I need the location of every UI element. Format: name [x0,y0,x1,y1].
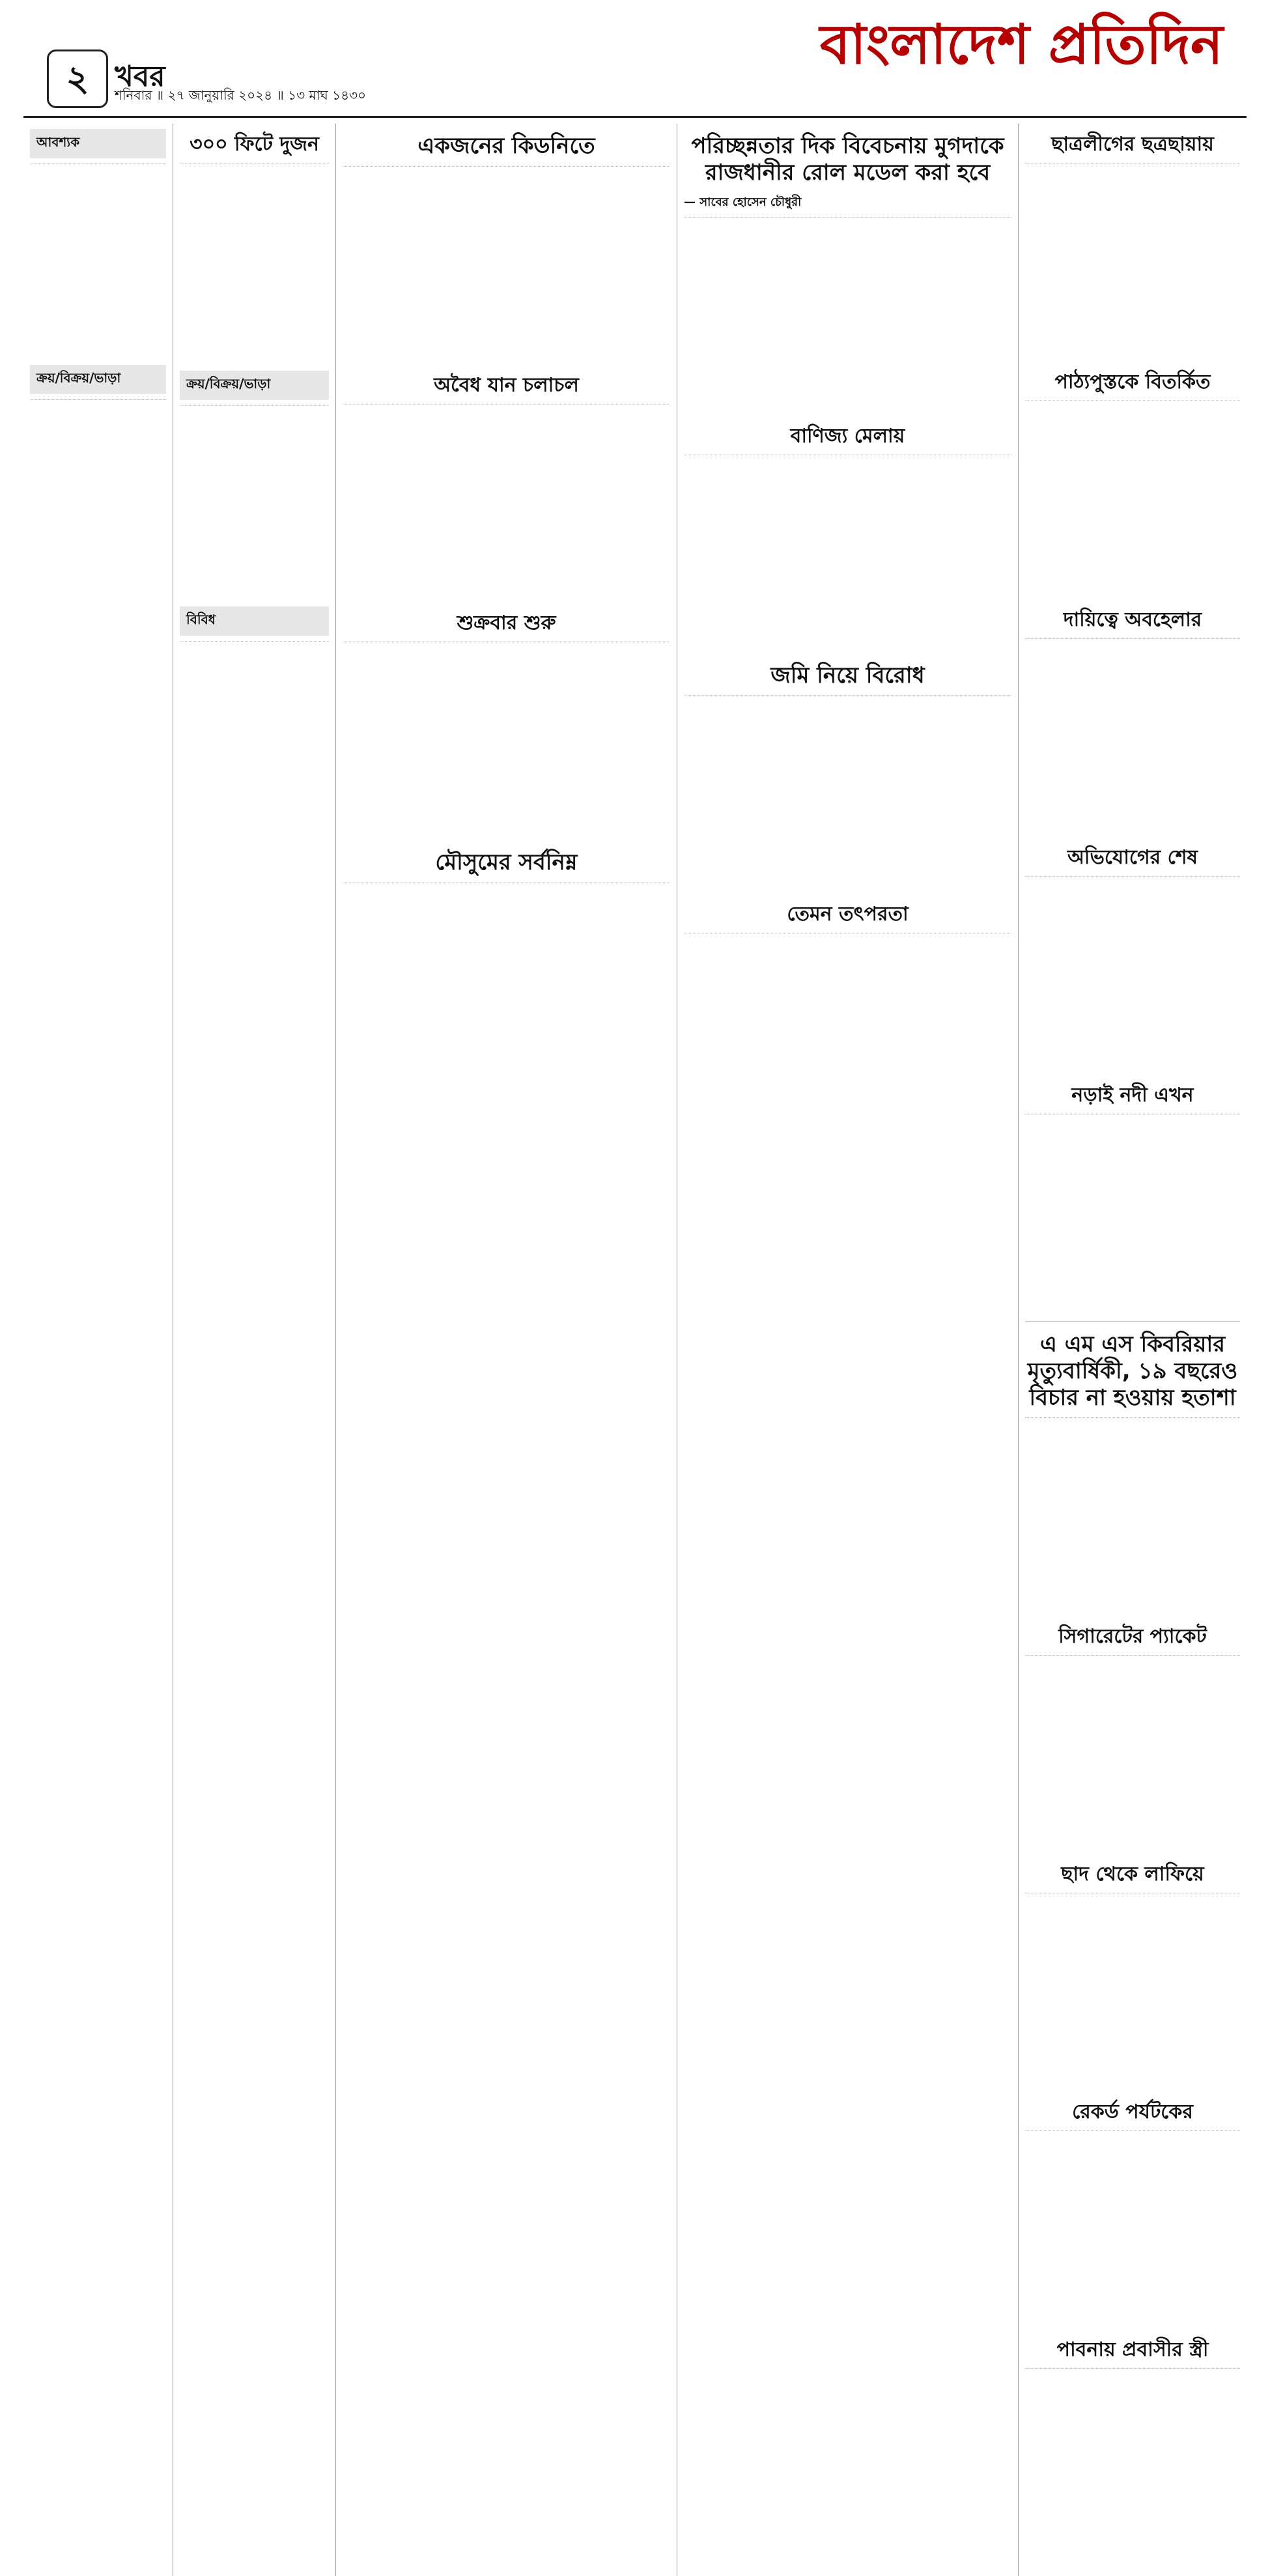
article-headline: ৩০০ ফিটে দুজন [190,133,319,156]
classified-needed-text [30,163,166,360]
article-headline: পাবনায় প্রবাসীর স্ত্রী [1056,2338,1209,2362]
article-body [1025,401,1240,597]
brand-name: বাংলাদেশ প্রতিদিন [819,12,1223,76]
columns [23,124,1247,2362]
article-body [343,166,670,362]
classified-tag-misc: বিবিধ [180,606,329,636]
article-body [1025,1893,1240,2089]
article-headline: বাণিজ্য মেলায় [790,424,905,447]
article-headline: নড়াই নদী এখন [1071,1084,1194,1107]
article-headline: রেকর্ড পর্যটকের [1072,2101,1193,2124]
article-headline: অভিযোগের শেষ [1067,846,1198,869]
article-headline: দায়িত্বে অবহেলার [1063,608,1202,631]
article-body [1025,638,1240,834]
article-headline: তেমন তৎপরতা [787,903,909,926]
classifieds-column [23,124,173,2576]
article-headline: মৌসুমের সর্বনিম্ন [435,849,578,875]
column-5 [1019,124,1247,2576]
article-body [1025,163,1240,359]
article-body [1025,1655,1240,1851]
column-2 [173,124,336,2576]
article-headline: সিগারেটের প্যাকেট [1058,1625,1207,1649]
article-body [1025,876,1240,1072]
article-headline: পাঠ্যপুস্তকে বিতর্কিত [1054,371,1211,393]
article-body [343,404,670,600]
article-body [1025,2130,1240,2327]
article-headline: ছাদ থেকে লাফিয়ে [1061,1863,1204,1886]
classified-tag-buy-sell-2: ক্রয়/বিক্রয়/ভাড়া [180,371,329,400]
classified-tag-buy-sell: ক্রয়/বিক্রয়/ভাড়া [30,365,166,394]
article-body [180,163,329,359]
dateline: শনিবার ॥ ২৭ জানুয়ারি ২০২৪ ॥ ১৩ মাঘ ১৪৩০ [115,87,367,103]
article-headline: একজনের কিডনিতে [417,133,595,159]
article-body [1025,2368,1240,2564]
article-headline: ছাত্রলীগের ছত্রছায়ায় [1051,133,1214,156]
article-body [684,695,1011,891]
classified-tag-needed: আবশ্যক [30,129,166,158]
article-byline: — সাবের হোসেন চৌধুরী [684,195,802,209]
article-headline: এ এম এস কিবরিয়ার মৃত্যুবার্ষিকী, ১৯ বছরেও বিচার না হওয়ায় হতাশা [1027,1331,1238,1411]
classified-misc-text [180,641,329,837]
article-headline: জমি নিয়ে বিরোধ [770,662,925,688]
article-body [1025,1417,1240,1613]
article-body [343,642,670,838]
article-body [1025,1114,1240,1310]
article-body [684,933,1011,1129]
article-headline: অবৈধ যান চলাচল [434,373,579,397]
page-number: ২ [47,50,108,108]
classified-buy-sell-text [30,399,166,595]
article-headline: শুক্রবার শুরু [457,611,556,634]
article-body [343,883,670,1079]
brand [819,12,1223,76]
column-4 [677,124,1019,2576]
classified-buy-sell-text-2 [180,405,329,601]
masthead [23,0,1247,118]
article-body [684,455,1011,651]
section-name: খবর [115,60,165,93]
article-headline: পরিচ্ছন্নতার দিক বিবেচনায় মুগদাকে রাজধানীর রোল মডেল করা হবে [691,133,1004,186]
column-3 [336,124,677,2576]
article-body [684,217,1011,413]
